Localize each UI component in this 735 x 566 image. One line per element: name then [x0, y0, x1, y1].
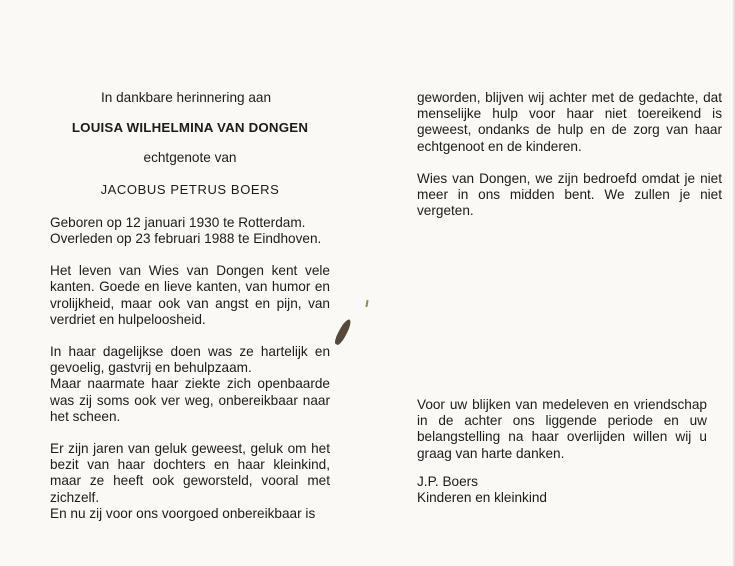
deceased-name: LOUISA WILHELMINA VAN DONGEN — [71, 120, 309, 136]
thanks-paragraph — [417, 397, 707, 462]
intro-line: In dankbare herinnering aan — [100, 90, 272, 105]
ink-speck — [365, 300, 368, 307]
signature-block — [417, 474, 547, 506]
paragraph-life: Het leven van Wies van Dongen kent vele kanten. Goede en lieve kanten, van humor en vrolijkheid, maar ook van angst en pijn, van verdriet en hulpeloosheid. — [50, 263, 330, 327]
death-line: Overleden op 23 februari 1988 te Eindhoven. — [50, 231, 322, 247]
spouse-label: echtgenote van — [143, 150, 237, 166]
paragraph-daily: In haar dagelijkse doen was ze hartelijk en gevoelig, gastvrij en behulpzaam. — [50, 344, 330, 376]
birth-line: Geboren op 12 januari 1930 te Rotterdam. — [50, 214, 306, 230]
paragraph-happiness: Er zijn jaren van geluk geweest, geluk om het bezit van haar dochters en haar kleinkind, maar ze heeft ook geworsteld, vooral met zichzelf. — [50, 441, 330, 505]
left-page — [50, 90, 330, 522]
spouse-name: JACOBUS PETRUS BOERS — [100, 181, 280, 197]
paragraph-unreachable: En nu zij voor ons voorgoed onbereikbaar is — [50, 505, 316, 521]
paragraph-sorrow: Wies van Dongen, we zijn bedroefd omdat je niet meer in ons midden bent. We zullen je niet vergeten. — [417, 170, 722, 219]
paragraph-illness: Maar naarmate haar ziekte zich openbaarde was zij soms ook ver weg, onbereikbaar naar het scheen. — [50, 376, 330, 424]
paragraph-thoughts: geworden, blijven wij achter met de gedachte, dat menselijke hulp voor haar niet toereikend is geweest, ondanks de hulp en de zorg van haar echtgenoot en de kinderen. — [417, 90, 722, 154]
ink-blot — [333, 318, 353, 346]
signature-family: Kinderen en kleinkind — [417, 490, 547, 506]
right-page — [417, 90, 722, 219]
signature-name: J.P. Boers — [417, 474, 478, 489]
thanks-text: Voor uw blijken van medeleven en vriendschap in de achter ons liggende periode en uw belangstelling na haar overlijden willen wij u graag van harte danken. — [417, 397, 707, 461]
